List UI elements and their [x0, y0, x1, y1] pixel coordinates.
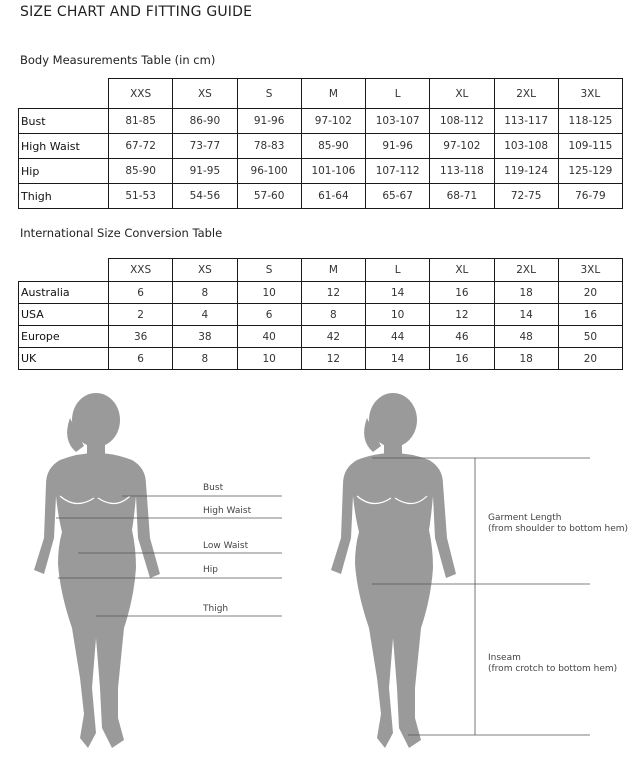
hip-label: Hip — [203, 565, 218, 575]
table-row — [19, 304, 623, 326]
table-cell: 78-83 — [237, 134, 301, 159]
table-cell: 108-112 — [430, 109, 494, 134]
table-cell: 91-96 — [237, 109, 301, 134]
thigh-label: Thigh — [203, 604, 229, 614]
body-measurements-table — [18, 78, 623, 209]
table-cell: 8 — [301, 304, 365, 326]
size-header: XS — [173, 259, 237, 282]
measurement-labels-front — [202, 483, 252, 614]
table-cell: 61-64 — [301, 184, 365, 209]
size-header: XL — [430, 259, 494, 282]
table-cell: 10 — [237, 348, 301, 370]
table-cell: 119-124 — [494, 159, 558, 184]
fitting-guide-figure — [0, 388, 641, 778]
size-header: 2XL — [494, 259, 558, 282]
table-cell: 16 — [430, 282, 494, 304]
measurement-labels-side — [488, 513, 628, 674]
size-header: 3XL — [558, 79, 622, 109]
low-waist-label: Low Waist — [203, 541, 249, 551]
conversion-table-title: International Size Conversion Table — [20, 226, 223, 240]
table-cell: 42 — [301, 326, 365, 348]
header-corner — [19, 259, 109, 282]
header-corner — [19, 79, 109, 109]
table-cell: 48 — [494, 326, 558, 348]
size-header: S — [237, 259, 301, 282]
table-row — [19, 282, 623, 304]
size-header: 3XL — [558, 259, 622, 282]
table-cell: 51-53 — [109, 184, 173, 209]
female-silhouette-front — [34, 393, 160, 748]
table-row — [19, 348, 623, 370]
row-label: High Waist — [19, 134, 109, 159]
body-table-title: Body Measurements Table (in cm) — [20, 53, 216, 67]
table-cell: 6 — [109, 348, 173, 370]
table-cell: 86-90 — [173, 109, 237, 134]
size-header: XL — [430, 79, 494, 109]
table-cell: 96-100 — [237, 159, 301, 184]
table-cell: 8 — [173, 282, 237, 304]
table-row — [19, 159, 623, 184]
table-cell: 12 — [430, 304, 494, 326]
row-label: UK — [19, 348, 109, 370]
table-header-row — [19, 259, 623, 282]
table-cell: 4 — [173, 304, 237, 326]
table-cell: 14 — [366, 282, 430, 304]
size-conversion-table — [18, 258, 623, 370]
table-cell: 38 — [173, 326, 237, 348]
table-cell: 16 — [430, 348, 494, 370]
table-cell: 36 — [109, 326, 173, 348]
table-cell: 109-115 — [558, 134, 622, 159]
bust-label: Bust — [203, 483, 224, 493]
table-cell: 14 — [366, 348, 430, 370]
table-cell: 12 — [301, 348, 365, 370]
table-cell: 103-108 — [494, 134, 558, 159]
table-cell: 50 — [558, 326, 622, 348]
garment-length-label: Garment Length — [488, 513, 562, 523]
inseam-label: Inseam — [488, 653, 521, 663]
table-cell: 12 — [301, 282, 365, 304]
size-header: 2XL — [494, 79, 558, 109]
table-cell: 8 — [173, 348, 237, 370]
table-cell: 113-118 — [430, 159, 494, 184]
table-cell: 113-117 — [494, 109, 558, 134]
table-cell: 10 — [237, 282, 301, 304]
table-cell: 40 — [237, 326, 301, 348]
table-cell: 57-60 — [237, 184, 301, 209]
table-cell: 91-95 — [173, 159, 237, 184]
table-cell: 68-71 — [430, 184, 494, 209]
table-cell: 85-90 — [109, 159, 173, 184]
high-waist-label: High Waist — [203, 506, 252, 516]
table-cell: 20 — [558, 348, 622, 370]
size-header: M — [301, 79, 365, 109]
table-cell: 20 — [558, 282, 622, 304]
table-cell: 46 — [430, 326, 494, 348]
table-cell: 118-125 — [558, 109, 622, 134]
table-cell: 18 — [494, 282, 558, 304]
table-cell: 125-129 — [558, 159, 622, 184]
table-row — [19, 109, 623, 134]
table-row — [19, 184, 623, 209]
table-header-row — [19, 79, 623, 109]
table-cell: 107-112 — [366, 159, 430, 184]
size-header: S — [237, 79, 301, 109]
table-cell: 16 — [558, 304, 622, 326]
table-cell: 91-96 — [366, 134, 430, 159]
table-cell: 10 — [366, 304, 430, 326]
table-cell: 2 — [109, 304, 173, 326]
table-cell: 76-79 — [558, 184, 622, 209]
female-silhouette-side — [331, 393, 456, 748]
size-header: XXS — [109, 79, 173, 109]
table-cell: 65-67 — [366, 184, 430, 209]
row-label: Europe — [19, 326, 109, 348]
size-header: XS — [173, 79, 237, 109]
table-cell: 97-102 — [301, 109, 365, 134]
table-cell: 97-102 — [430, 134, 494, 159]
table-row — [19, 326, 623, 348]
size-header: L — [366, 79, 430, 109]
row-label: USA — [19, 304, 109, 326]
table-cell: 81-85 — [109, 109, 173, 134]
table-cell: 85-90 — [301, 134, 365, 159]
table-cell: 44 — [366, 326, 430, 348]
table-cell: 67-72 — [109, 134, 173, 159]
row-label: Bust — [19, 109, 109, 134]
size-header: M — [301, 259, 365, 282]
size-header: XXS — [109, 259, 173, 282]
row-label: Australia — [19, 282, 109, 304]
table-cell: 14 — [494, 304, 558, 326]
size-header: L — [366, 259, 430, 282]
table-cell: 101-106 — [301, 159, 365, 184]
table-cell: 73-77 — [173, 134, 237, 159]
garment-length-sublabel: (from shoulder to bottom hem) — [488, 524, 629, 534]
row-label: Hip — [19, 159, 109, 184]
table-cell: 103-107 — [366, 109, 430, 134]
table-cell: 6 — [237, 304, 301, 326]
table-cell: 18 — [494, 348, 558, 370]
table-cell: 6 — [109, 282, 173, 304]
table-cell: 54-56 — [173, 184, 237, 209]
row-label: Thigh — [19, 184, 109, 209]
table-row — [19, 134, 623, 159]
table-cell: 72-75 — [494, 184, 558, 209]
inseam-sublabel: (from crotch to bottom hem) — [488, 664, 618, 674]
page-title: SIZE CHART AND FITTING GUIDE — [20, 4, 253, 20]
